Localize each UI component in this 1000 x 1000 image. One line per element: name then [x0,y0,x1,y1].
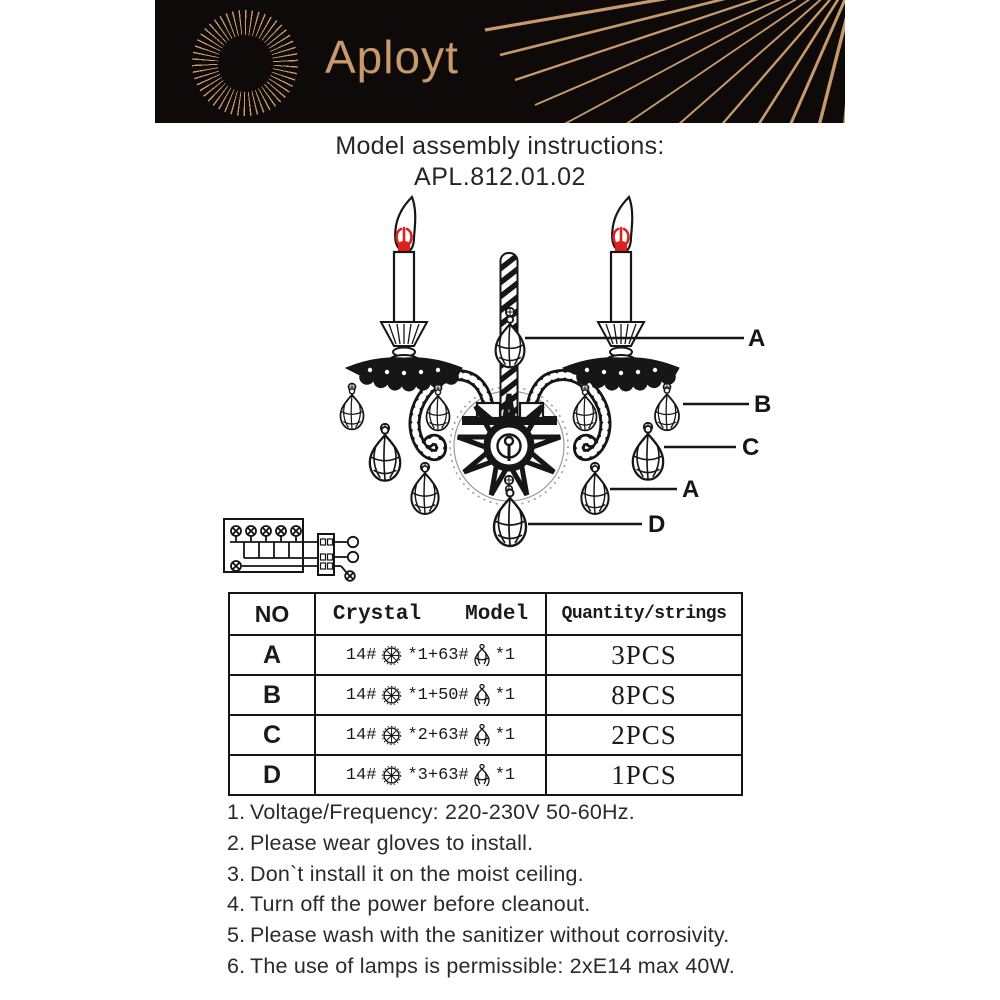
spec-suffix: *1 [494,725,516,745]
part-label-d: D [648,511,666,538]
instructions-list [227,797,827,982]
sunburst-center [218,35,273,92]
model-number: APL.812.01.02 [414,163,586,191]
crystal-header-label: Crystal [332,602,422,626]
item-number: 3. [227,861,246,886]
item-number: 2. [227,830,246,855]
crystal-spec [316,756,547,794]
drop-crystal-icon [474,644,490,666]
item-text: Voltage/Frequency: 220-230V 50-60Hz. [250,800,635,824]
drop-crystal-icon [474,764,490,786]
item-text: Please wear gloves to install. [250,830,534,855]
drop-crystal-icon [474,684,490,706]
spec-suffix: *1 [494,765,516,785]
item-text: Turn off the power before cleanout. [250,892,591,917]
spec-suffix: *1 [494,685,516,705]
spec-mid: *1+50# [407,685,469,705]
row-label: D [230,756,316,794]
crystal-drop-bottom [494,490,526,547]
item-number: 1. [227,800,246,824]
list-item [227,951,827,982]
item-number: 4. [227,892,246,917]
quantity-value: 3PCS [547,636,741,676]
part-label-a2: A [682,476,700,503]
crystal-drop-large-left [370,427,400,481]
quantity-value: 2PCS [547,716,741,756]
spec-prefix: 14# [345,725,377,745]
quantity-value: 8PCS [547,676,741,716]
spec-suffix: *1 [494,645,516,665]
sconce-diagram [190,192,810,594]
spec-mid: *3+63# [407,765,469,785]
col-header-quantity: Quantity/strings [547,594,741,636]
item-text: Please wash with the sanitizer without corrosivity. [250,923,730,948]
brand-wordmark: Aployt [325,31,459,83]
spec-prefix: 14# [345,645,377,665]
drop-crystal-icon [474,724,490,746]
part-label-a1: A [748,325,766,352]
bead-crystal-icon [381,725,402,746]
list-item [227,797,827,828]
parts-table [228,592,743,796]
col-header-no: NO [230,594,316,636]
corner-rays-icon [445,0,845,123]
part-label-c: C [742,434,760,461]
item-number: 6. [227,953,246,978]
item-text: Don`t install it on the moist ceiling. [250,861,584,886]
item-number: 5. [227,923,246,948]
crystal-drop-arm-right [581,466,608,514]
list-item [227,859,827,890]
page-title [0,131,1000,193]
spec-prefix: 14# [345,685,377,705]
crystal-drop-outer-right [655,388,679,430]
list-item [227,828,827,859]
crystal-drop-large-right [633,426,663,480]
candle-branch-right [563,197,679,391]
row-label: C [230,716,316,756]
bead-crystal-icon [381,765,402,786]
crystal-drop-outer-left [340,389,363,430]
list-item [227,920,827,951]
bead-crystal-icon [381,645,402,666]
brand-banner [155,0,845,123]
model-header-label: Model [465,602,529,626]
crystal-spec [316,636,547,676]
lamp-symbols [231,526,301,542]
spec-mid: *1+63# [407,645,469,665]
spec-prefix: 14# [345,765,377,785]
candle-branch-left [346,197,462,391]
bead-crystal-icon [381,685,402,706]
crystal-spec [316,716,547,756]
crystal-drop-arm-left [411,466,438,514]
title-line1: Model assembly instructions: [335,132,665,160]
terminal-block [318,534,334,575]
col-header-crystal-model [316,594,547,636]
row-label: B [230,676,316,716]
quantity-value: 1PCS [611,759,677,790]
row-label: A [230,636,316,676]
list-item [227,889,827,920]
crystal-spec [316,676,547,716]
part-label-b: B [754,391,772,418]
item-text: The use of lamps is permissible: 2xE14 max 40W. [250,953,735,978]
spec-mid: *2+63# [407,725,469,745]
wiring-diagram [224,519,358,581]
